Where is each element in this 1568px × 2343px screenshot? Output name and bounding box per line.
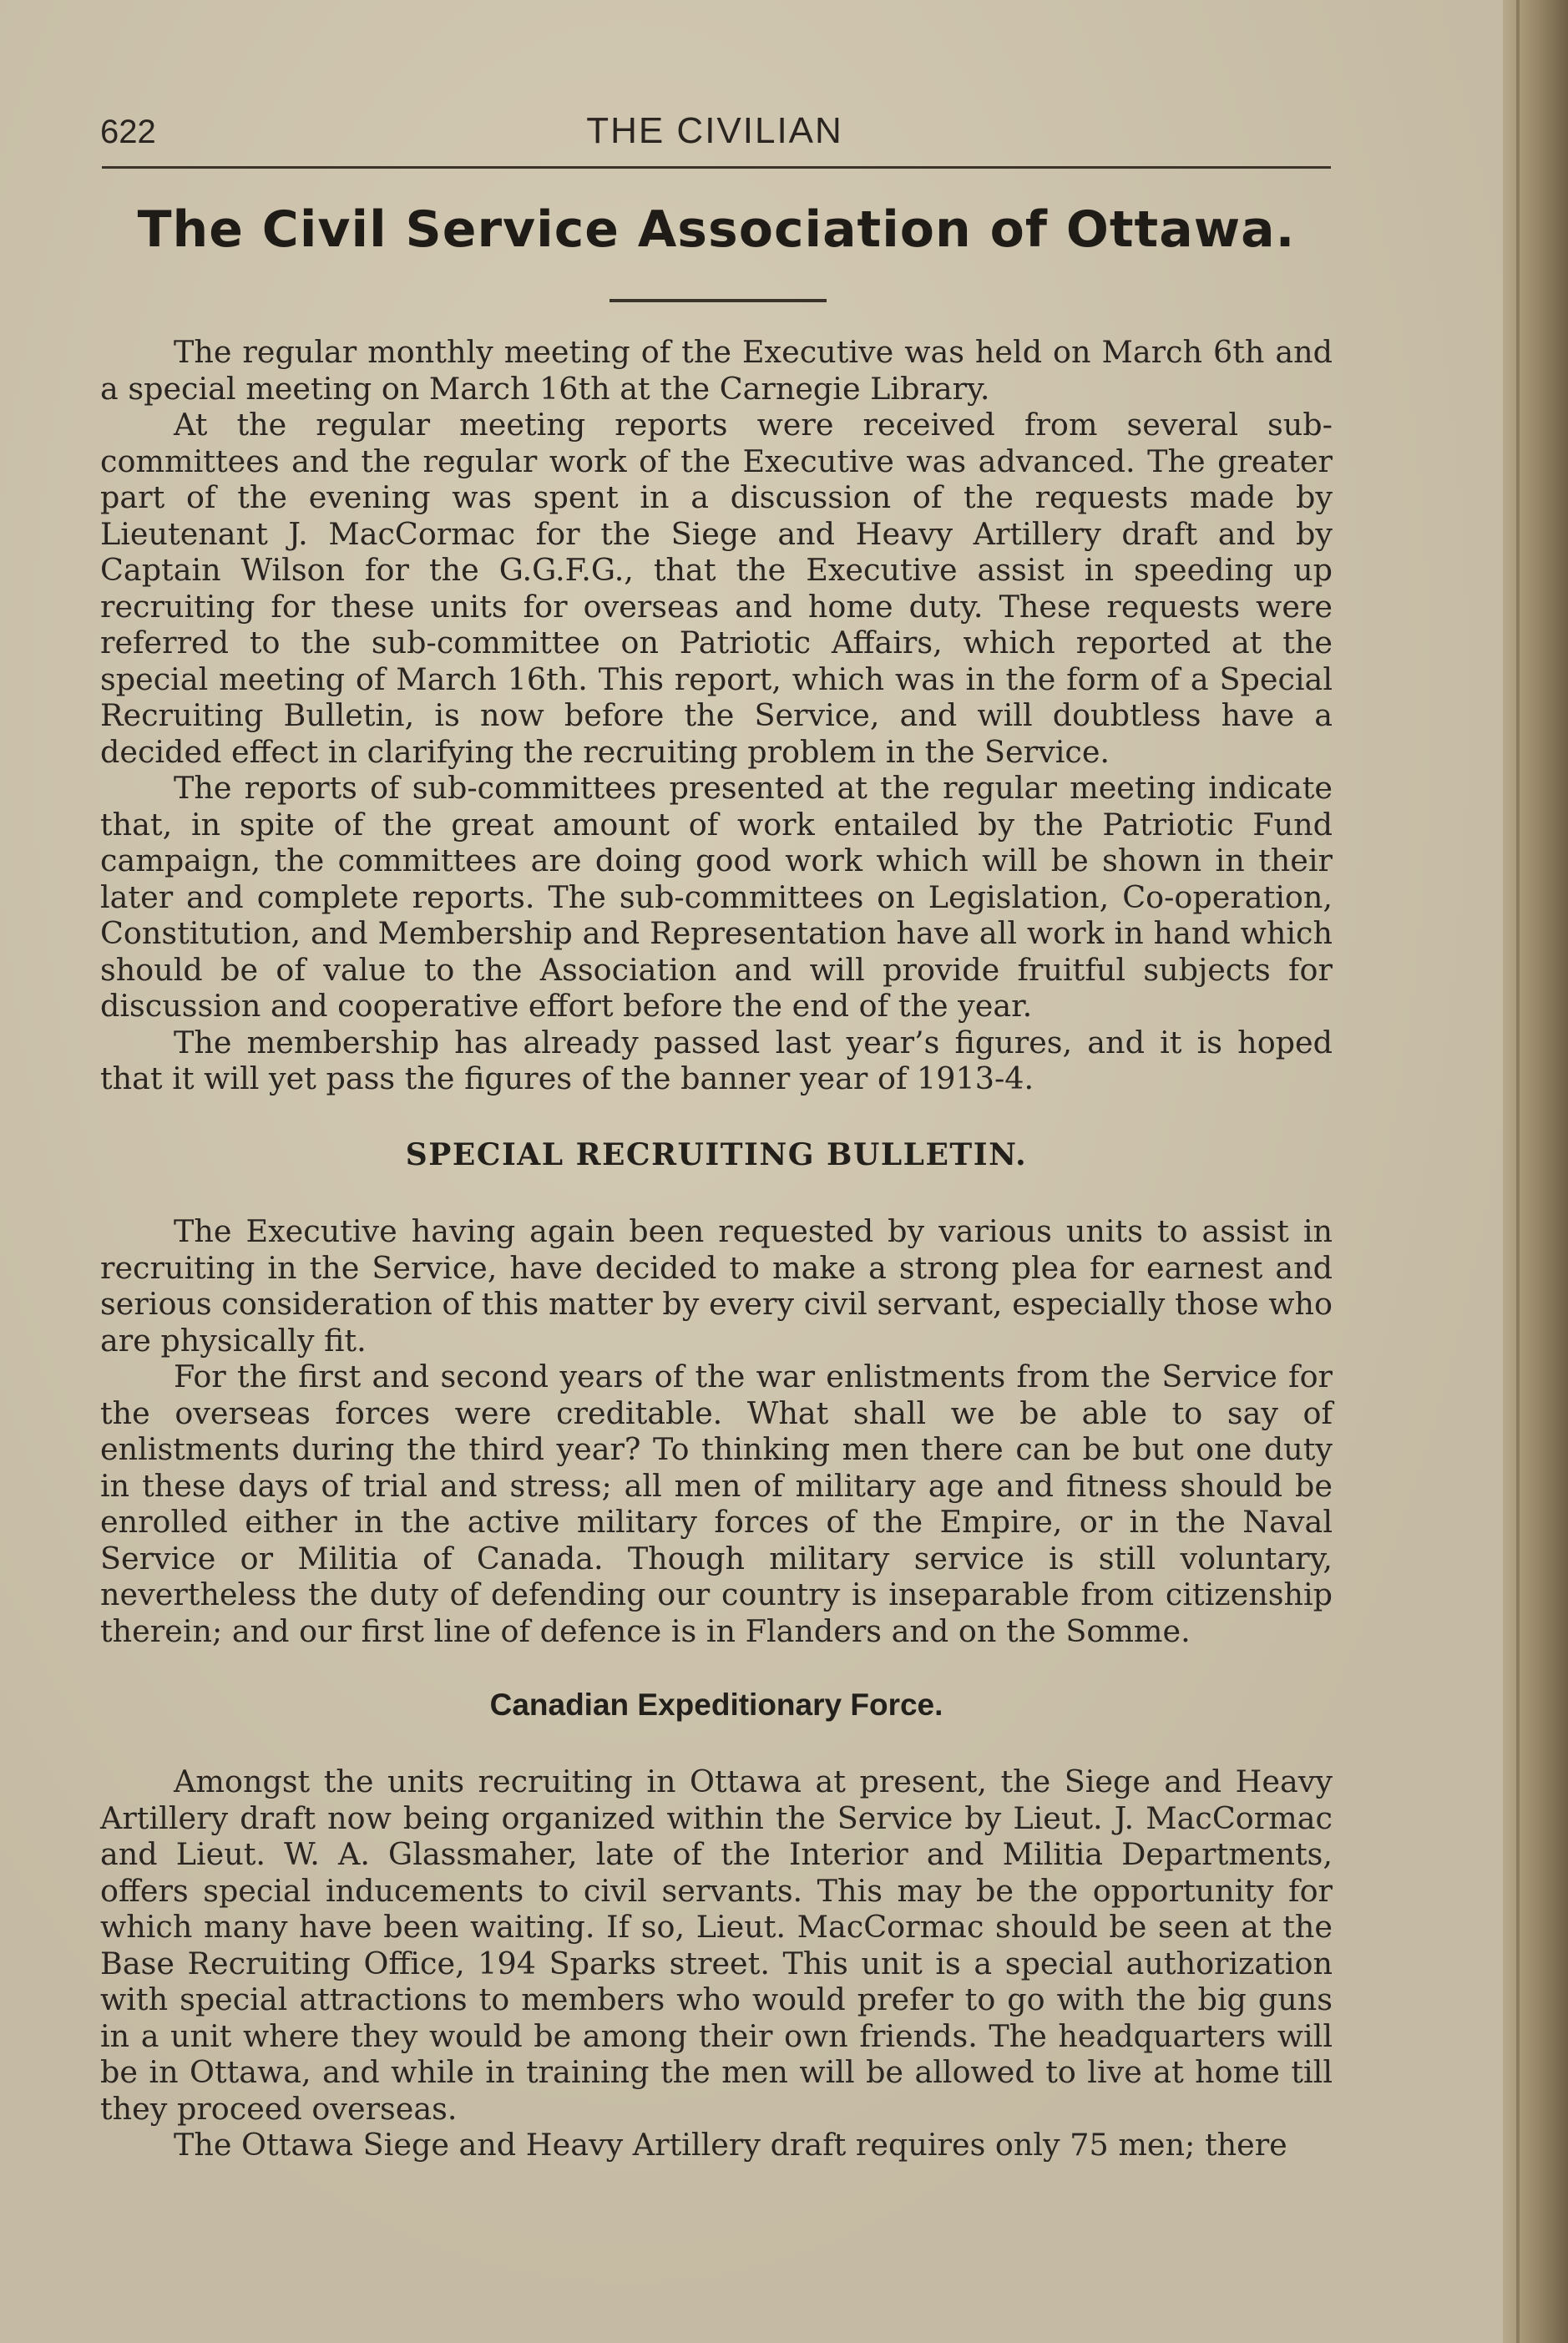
- running-title: THE CIVILIAN: [586, 110, 843, 151]
- bulletin-heading: SPECIAL RECRUITING BULLETIN.: [405, 1137, 1028, 1172]
- cef-heading: Canadian Expeditionary Force.: [489, 1688, 943, 1722]
- paragraph: The Executive having again been requested by various units to assist in recruiting in the Service, have decided to make a strong plea for earnest and serious consideration of this matter by every civil servant, especially those who are physically fit.: [100, 1213, 1333, 1359]
- intro-section: [100, 334, 1333, 1097]
- page-header: [100, 107, 1329, 157]
- paragraph: The membership has already passed last year’s figures, and it is hoped that it will yet pass the figures of the banner year of 1913-4.: [100, 1024, 1333, 1096]
- page-number: 622: [100, 114, 156, 150]
- header-rule: [102, 166, 1331, 169]
- cef-section: [100, 1764, 1333, 2163]
- spine-shadow: [1516, 0, 1520, 2343]
- bulletin-section: [100, 1213, 1333, 1649]
- book-spine-edge: [1503, 0, 1568, 2343]
- article-title: The Civil Service Association of Ottawa.: [137, 200, 1296, 259]
- paragraph: For the first and second years of the war enlistments from the Service for the overseas forces were creditable. What shall we be able to say of enlistments during the third year? To thinking men there can be but one duty in these days of trial and stress; all men of military age and fitness should be enrolled either in the active military forces of the Empire, or in the Naval Service or Militia of Canada. Though military service is still voluntary, nevertheless the duty of defending our country is inseparable from citizenship therein; and our first line of defence is in Flanders and on the Somme.: [100, 1359, 1333, 1649]
- paragraph: Amongst the units recruiting in Ottawa at present, the Siege and Heavy Artillery draft now being organized within the Service by Lieut. J. MacCormac and Lieut. W. A. Glassmaher, late of the Interior and Militia Departments, offers special inducements to civil servants. This may be the opportunity for which many have been waiting. If so, Lieut. MacCormac should be seen at the Base Recruiting Office, 194 Sparks street. This unit is a special authorization with special attractions to members who would prefer to go with the big guns in a unit where they would be among their own friends. The headquarters will be in Ottawa, and while in training the men will be allowed to live at home till they proceed overseas.: [100, 1764, 1333, 2127]
- paragraph: The reports of sub-committees presented at the regular meeting indicate that, in spite of the great amount of work entailed by the Patriotic Fund campaign, the committees are doing good work which will be shown in their later and complete reports. The sub-committees on Legislation, Co-operation, Constitution, and Membership and Representation have all work in hand which should be of value to the Association and will provide fruitful subjects for discussion and cooperative effort before the end of the year.: [100, 770, 1333, 1024]
- title-divider: [609, 299, 827, 302]
- paragraph: The Ottawa Siege and Heavy Artillery draft requires only 75 men; there: [174, 2127, 1287, 2163]
- paragraph: The regular monthly meeting of the Executive was held on March 6th and a special meeting on March 16th at the Carnegie Library.: [100, 334, 1333, 407]
- paragraph: At the regular meeting reports were received from several sub-committees and the regular work of the Executive was advanced. The greater part of the evening was spent in a discussion of the requests made by Lieutenant J. MacCormac for the Siege and Heavy Artillery draft and by Captain Wilson for the G.G.F.G., that the Executive assist in speeding up recruiting for these units for overseas and home duty. These requests were referred to the sub-committee on Patriotic Affairs, which reported at the special meeting of March 16th. This report, which was in the form of a Special Recruiting Bulletin, is now before the Service, and will doubtless have a decided effect in clarifying the recruiting problem in the Service.: [100, 407, 1333, 770]
